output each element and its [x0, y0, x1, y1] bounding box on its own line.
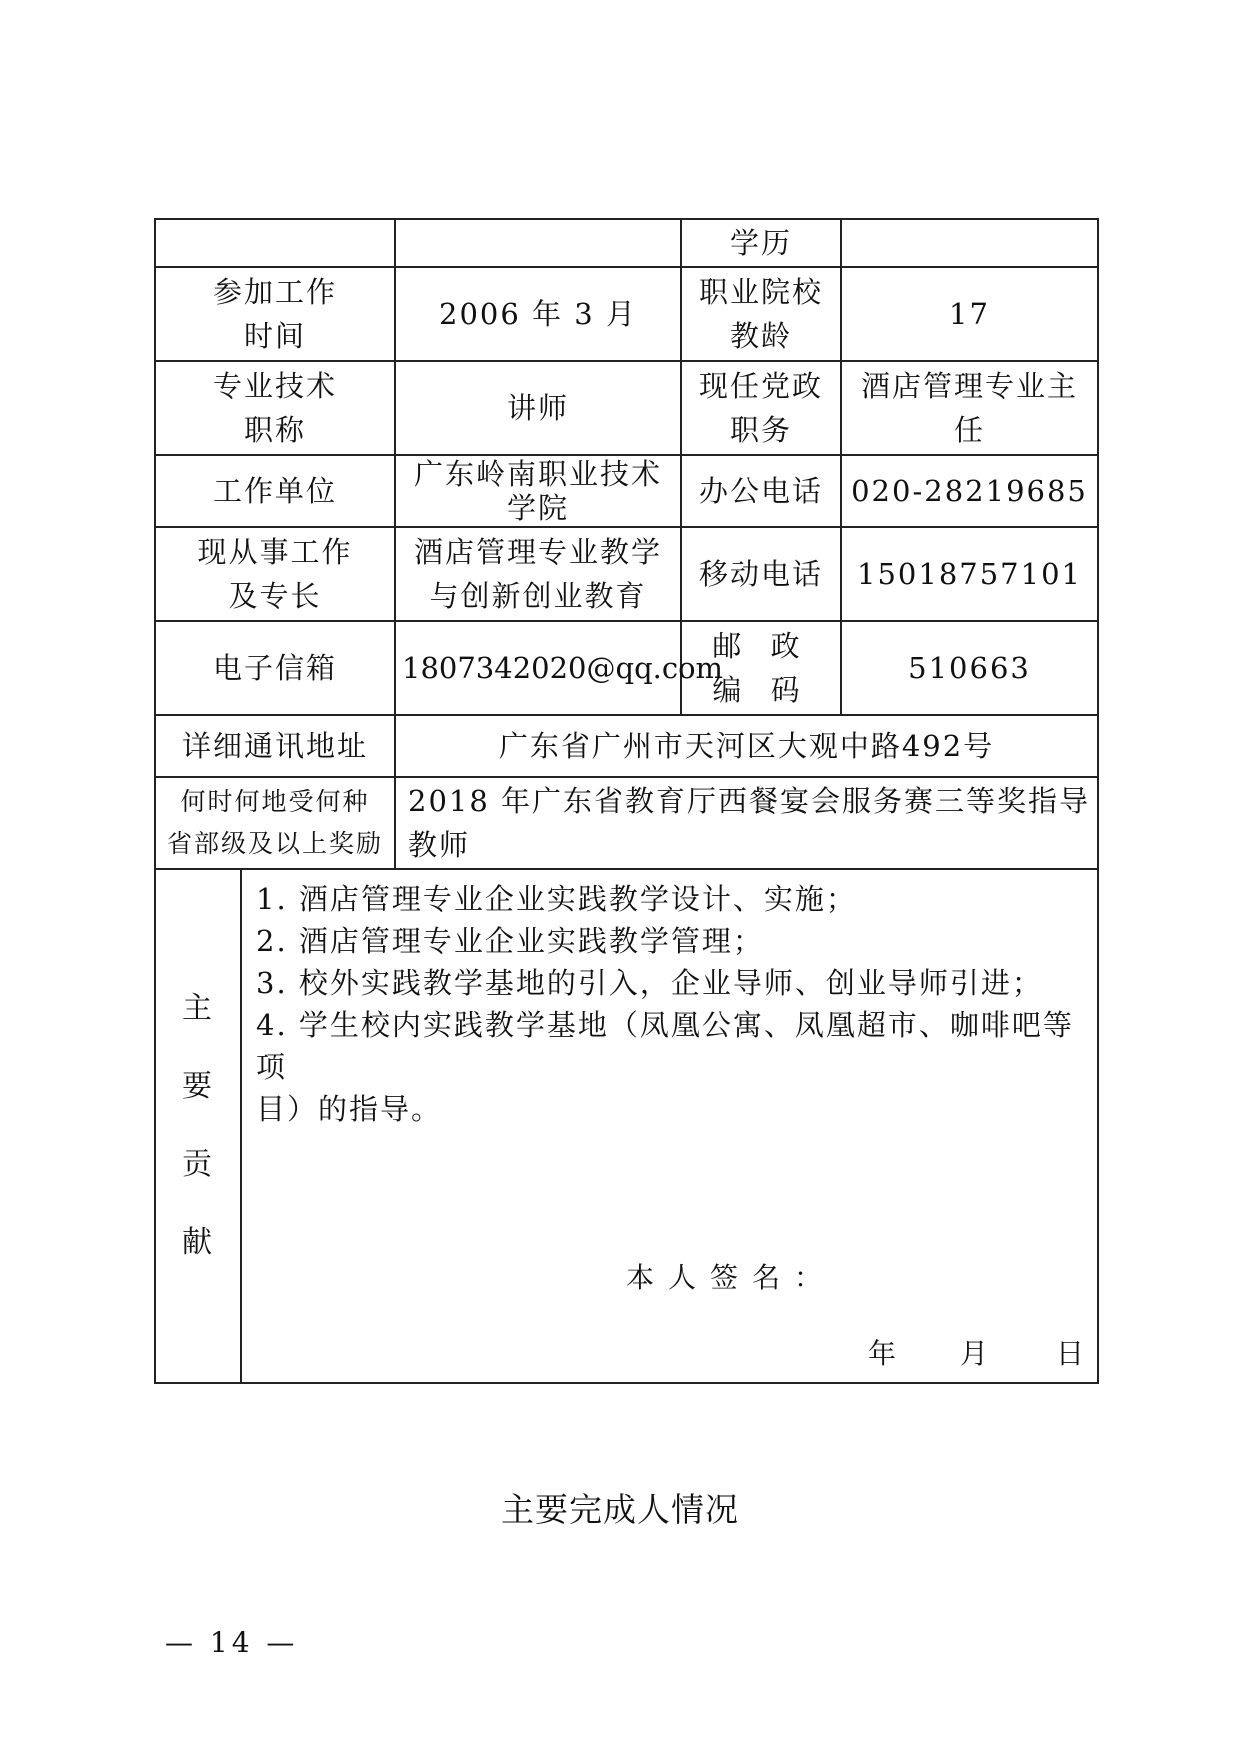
office-phone-value: 020-28219685 [841, 455, 1098, 527]
mobile-phone-label: 移动电话 [681, 527, 841, 621]
contribution-content [241, 869, 1098, 1383]
table-row [155, 219, 1098, 267]
awards-label: 何时何地受何种 省部级及以上奖励 [155, 777, 395, 869]
address-value: 广东省广州市天河区大观中路492号 [395, 715, 1098, 777]
list-item: 目）的指导。 [256, 1092, 443, 1126]
list-item: 3. 校外实践教学基地的引入，企业导师、创业导师引进； [256, 966, 1043, 1000]
work-start-value: 2006 年 3 月 [395, 267, 681, 361]
table-row [155, 621, 1098, 715]
work-unit-label: 工作单位 [155, 455, 395, 527]
date-month: 月 [960, 1337, 991, 1370]
table-row [155, 455, 1098, 527]
info-form-table [154, 218, 1099, 1384]
list-item: 4. 学生校内实践教学基地（凤凰公寓、凤凰超市、咖啡吧等项 [256, 1008, 1074, 1084]
table-row [155, 715, 1098, 777]
professional-title-value: 讲师 [395, 361, 681, 455]
postal-code-value: 510663 [841, 621, 1098, 715]
contribution-side-label: 主 要 贡 献 [155, 869, 241, 1383]
table-row [155, 267, 1098, 361]
teaching-years-label: 职业院校 教龄 [681, 267, 841, 361]
date-day: 日 [1056, 1337, 1087, 1370]
list-item: 1. 酒店管理专业企业实践教学设计、实施； [256, 882, 857, 916]
table-row [155, 777, 1098, 869]
work-start-label: 参加工作 时间 [155, 267, 395, 361]
education-value [841, 219, 1098, 267]
table-row [155, 527, 1098, 621]
contribution-list [256, 878, 1085, 1130]
teaching-years-value: 17 [841, 267, 1098, 361]
mobile-phone-value: 15018757101 [841, 527, 1098, 621]
date-line [256, 1332, 1085, 1372]
specialty-label: 现从事工作 及专长 [155, 527, 395, 621]
signature-label: 本人签名： [626, 1261, 837, 1294]
professional-title-label: 专业技术 职称 [155, 361, 395, 455]
office-phone-label: 办公电话 [681, 455, 841, 527]
page-number: — 14 — [165, 1626, 299, 1659]
education-label: 学历 [681, 219, 841, 267]
blank-cell [155, 219, 395, 267]
email-value: 1807342020@qq.com [395, 621, 681, 715]
table-row [155, 869, 1098, 1383]
blank-cell [395, 219, 681, 267]
date-year: 年 [868, 1337, 899, 1370]
list-item: 2. 酒店管理专业企业实践教学管理； [256, 924, 764, 958]
party-post-value: 酒店管理专业主 任 [841, 361, 1098, 455]
address-label: 详细通讯地址 [155, 715, 395, 777]
work-unit-value: 广东岭南职业技术 学院 [395, 455, 681, 527]
postal-code-label: 邮 政 编 码 [681, 621, 841, 715]
email-label: 电子信箱 [155, 621, 395, 715]
party-post-label: 现任党政 职务 [681, 361, 841, 455]
awards-value: 2018 年广东省教育厅西餐宴会服务赛三等奖指导 教师 [395, 777, 1098, 869]
section-heading: 主要完成人情况 [501, 1490, 739, 1529]
table-row [155, 361, 1098, 455]
specialty-value: 酒店管理专业教学 与创新创业教育 [395, 527, 681, 621]
